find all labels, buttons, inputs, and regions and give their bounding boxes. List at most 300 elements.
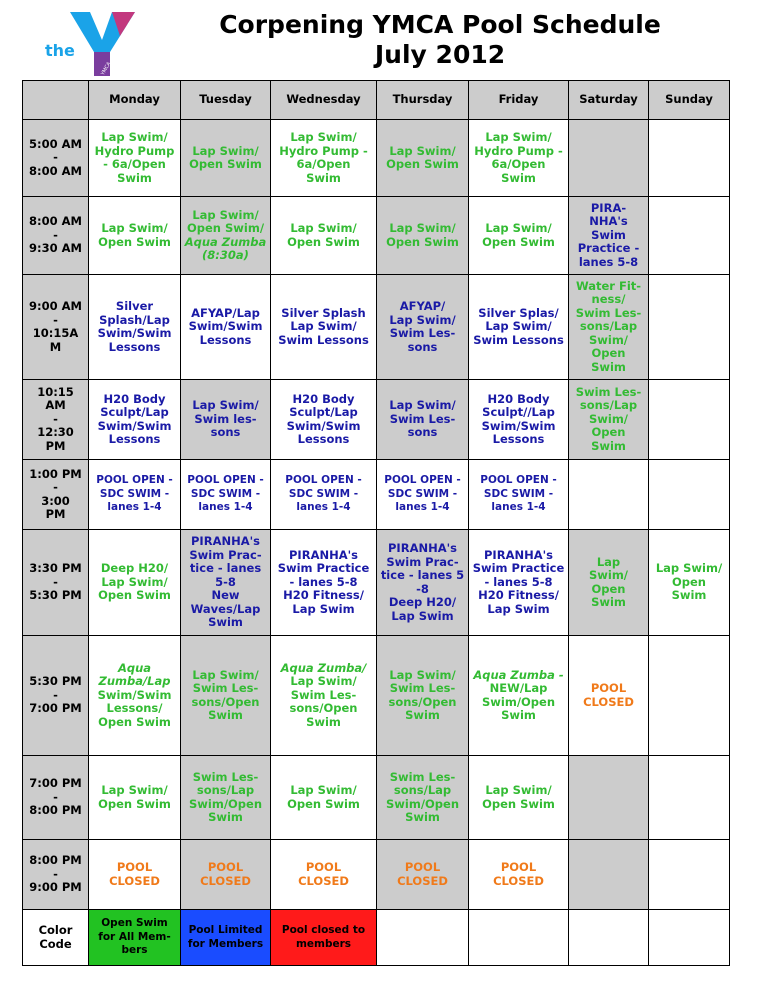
time-slot [23,636,89,756]
cell-line: sons/Open [388,694,457,709]
cell-line: Open Swim [287,796,360,811]
empty-cell [377,910,469,966]
cell-line: members [295,937,352,950]
empty-cell [649,910,730,966]
cell-line: AFYAP/ [399,299,446,313]
cell-line: Swim Les- [389,769,456,784]
schedule-cell [569,840,649,910]
cell-line: Lessons [199,332,252,347]
cell-line: 5:00 AM [29,136,82,151]
cell-line: POOL OPEN - [187,474,264,487]
cell-line: Swim Lessons [473,332,564,347]
schedule-cell [649,840,730,910]
table-row [23,636,730,756]
cell-line: POOL [500,860,537,874]
schedule-cell [569,460,649,530]
cell-line: PM [45,438,66,453]
schedule-cell [89,840,181,910]
cell-line: for All Mem- [98,930,171,943]
schedule-cell [649,275,730,380]
schedule-cell [181,636,271,756]
cell-line: Lap Swim/ [485,319,552,334]
cell-line: - lanes 5-8 [289,574,358,589]
time-slot [23,197,89,275]
cell-line: lanes 1-4 [491,501,546,514]
schedule-cell [181,380,271,460]
schedule-cell [271,275,377,380]
page-title [140,10,740,70]
cell-line: Swim [405,708,440,722]
cell-line: Color [38,923,73,937]
cell-line: 3:30 PM [29,561,82,576]
schedule-cell [271,380,377,460]
schedule-cell [181,840,271,910]
cell-line: Lap Swim/ [485,783,552,797]
schedule-cell [89,197,181,275]
schedule-cell [469,120,569,197]
cell-line: Swim Les- [192,769,259,784]
cell-line: POOL OPEN - [96,474,173,487]
cell-line: -8 [416,581,429,596]
cell-line: M [49,339,62,354]
table-row [23,756,730,840]
cell-line: SDC SWIM - [99,487,170,500]
cell-line: H20 Body [292,391,355,406]
cell-line: Swim [591,595,626,609]
cell-line: NEW/Lap [489,681,548,695]
cell-line: Silver Splash [281,305,366,320]
cell-line: 8:00 AM [29,214,82,229]
cell-line: Swim/Swim [286,418,361,433]
cell-line: NHA's [589,214,628,229]
schedule-cell [377,636,469,756]
schedule-cell [649,380,730,460]
schedule-cell [181,756,271,840]
header-corner [23,81,89,120]
day-header-tuesday: Tuesday [181,81,271,120]
cell-line: POOL OPEN - [285,474,362,487]
day-header-saturday: Saturday [569,81,649,120]
table-row [23,840,730,910]
cell-line: 7:00 PM [29,776,82,791]
cell-line: Lap Swim/ [290,783,357,797]
cell-line: 6a/Open [491,157,546,171]
day-header-monday: Monday [89,81,181,120]
cell-line: Lap Swim/ [192,143,259,158]
cell-line: H20 Body [487,391,550,406]
cell-line: CLOSED [200,873,251,888]
cell-line: Open Swim [482,234,555,249]
cell-line: lanes 1-4 [198,501,253,514]
cell-line: POOL OPEN - [384,474,461,487]
color-code-swatch [181,910,271,966]
schedule-cell [377,756,469,840]
schedule-cell [469,530,569,636]
cell-line: Aqua Zumba/ [280,660,367,675]
cell-line: Lap Swim/ [389,143,456,158]
cell-line: - [53,789,58,804]
schedule-cell [649,120,730,197]
title-line-2: July 2012 [374,40,506,69]
cell-line: Swim [306,714,341,729]
cell-line: PIRANHA's [191,534,260,549]
cell-line: 7:00 PM [29,701,82,716]
cell-line: Water Fit- [575,278,642,293]
cell-line: POOL [305,860,342,874]
schedule-cell [271,197,377,275]
cell-line: Swim Les- [575,305,642,320]
cell-line: Lap Swim/ [192,667,259,682]
cell-line: Deep H20/ [388,595,457,609]
schedule-cell [181,120,271,197]
schedule-cell [181,275,271,380]
cell-line: - [53,227,58,242]
cell-line: - [53,150,58,165]
cell-line: Lap Swim/ [389,398,456,413]
cell-line: Open Swim [98,234,171,249]
cell-line: Pool Limited [188,924,263,936]
day-header-thursday: Thursday [377,81,469,120]
cell-line: sons/Open [289,701,358,716]
schedule-cell [649,197,730,275]
cell-line: 10:15 [37,384,74,399]
cell-line: Swim Prac- [386,554,459,569]
schedule-cell [271,530,377,636]
cell-line: Open Swim [287,234,360,249]
cell-line: - [53,411,58,426]
cell-line: Lap Swim [487,601,550,616]
cell-line: sons [407,339,438,354]
cell-line: Zumba/Lap [98,674,171,689]
cell-line: Swim/Open [385,796,460,811]
cell-line: Swim/Swim [97,326,172,340]
cell-line: Swim/Swim [481,418,556,433]
cell-line: sons/Lap [579,319,638,334]
cell-line: AM [45,398,66,413]
cell-line: Practice - [577,241,640,256]
cell-line: New [211,588,240,603]
cell-line: Swim/ [588,568,629,582]
cell-line: Swim [671,588,707,603]
cell-line: 12:30 [37,425,74,440]
schedule-cell [271,120,377,197]
cell-line: Swim Practice [472,561,565,576]
cell-line: Swim/ [588,411,629,426]
schedule-cell [569,530,649,636]
cell-line: Swim [405,810,440,824]
cell-line: 1:00 PM [29,466,82,481]
schedule-cell [89,120,181,197]
cell-line: PIRANHA's [388,541,457,555]
cell-line: bers [121,944,148,957]
cell-line: CLOSED [298,873,349,888]
cell-line: 5:30 PM [29,674,82,689]
cell-line: 8:00 PM [29,803,82,818]
logo-ymca-text: YMCA [100,61,113,76]
cell-line: Aqua Zumba [184,234,267,249]
cell-line: Open Swim [98,714,171,729]
cell-line: Open Swim [101,917,168,930]
schedule-cell [89,460,181,530]
schedule-cell [181,460,271,530]
cell-line: Lap Swim/ [101,574,168,589]
schedule-cell [89,380,181,460]
schedule-cell [89,275,181,380]
cell-line: Open [672,574,706,589]
cell-line: - lanes 5-8 [484,574,553,589]
cell-line: Swim/Open [481,694,556,709]
schedule-cell [271,756,377,840]
schedule-cell [469,275,569,380]
cell-line: lanes 1-4 [395,501,450,514]
cell-line: Lap Swim/ [485,221,552,235]
schedule-cell [89,756,181,840]
cell-line: Sculpt/Lap [289,405,358,419]
cell-line: Silver [115,299,154,313]
cell-line: Deep H20/ [100,561,169,576]
cell-line: Lap [596,554,621,569]
time-slot [23,275,89,380]
schedule-cell [469,460,569,530]
cell-line: Swim [591,438,626,453]
cell-line: Lap Swim [391,608,454,623]
cell-line: Swim Les- [290,687,357,702]
cell-line: 8:00 AM [29,163,82,178]
cell-line: POOL [404,860,441,874]
cell-line: Lap Swim/ [389,312,456,327]
cell-line: Hydro Pump [94,143,175,158]
color-code-label [23,910,89,966]
cell-line: lanes 1-4 [107,501,162,514]
schedule-cell [377,275,469,380]
table-row [23,530,730,636]
table-row [23,197,730,275]
color-code-swatch [271,910,377,966]
cell-line: Silver Splas/ [478,305,559,320]
cell-line: Open Swim [189,157,262,171]
title-line-1: Corpening YMCA Pool Schedule [219,10,661,39]
cell-line: Hydro Pump - [279,143,368,158]
schedule-cell [469,756,569,840]
cell-line: Open Swim [98,588,171,603]
schedule-cell [569,275,649,380]
table-row [23,380,730,460]
schedule-cell [377,120,469,197]
cell-line: Swim [306,170,341,185]
cell-line: Swim [208,810,243,824]
cell-line: H20 Fitness/ [478,588,559,603]
schedule-cell [271,636,377,756]
cell-line: (8:30a) [202,248,249,262]
cell-line: Swim les- [194,411,257,426]
cell-line: SDC SWIM - [288,487,359,500]
cell-line: Aqua [117,660,152,675]
cell-line: Swim Les- [575,384,642,399]
color-code-swatch [89,910,181,966]
empty-cell [469,910,569,966]
cell-line: Lap Swim/ [192,398,259,413]
cell-line: PM [45,507,66,521]
cell-line: 9:00 AM [29,299,82,313]
cell-line: Lap Swim/ [290,674,357,689]
cell-line: Lap Swim/ [101,221,168,235]
cell-line: Swim Lessons [278,332,369,347]
cell-line: Lap Swim/ [290,221,357,235]
day-header-sunday: Sunday [649,81,730,120]
schedule-cell [377,380,469,460]
cell-line: PIRANHA's [289,547,358,562]
cell-line: H20 Body [103,391,166,406]
schedule-cell [469,380,569,460]
day-header-wednesday: Wednesday [271,81,377,120]
cell-line: CLOSED [397,873,448,888]
schedule-cell [569,380,649,460]
cell-line: Aqua Zumba - [473,667,564,682]
schedule-cell [377,460,469,530]
cell-line: Swim [591,359,626,374]
schedule-cell [377,530,469,636]
time-slot [23,120,89,197]
cell-line: 6a/Open [296,157,351,171]
cell-line: PIRA- [590,200,627,215]
time-slot [23,756,89,840]
cell-line: Swim/Swim [188,319,263,334]
schedule-cell [569,197,649,275]
cell-line: - [53,312,58,327]
cell-line: - [53,480,58,494]
cell-line: Splash/Lap [99,312,170,327]
cell-line: ness/ [591,292,626,307]
color-code-row [23,910,730,966]
cell-line: Swim Practice [277,561,370,576]
cell-line: Lap Swim/ [192,207,259,222]
cell-line: tice - lanes [189,561,262,576]
cell-line: H20 Fitness/ [283,588,364,603]
schedule-cell [649,530,730,636]
cell-line: tice - lanes 5 [380,568,465,582]
cell-line: Swim [117,170,152,185]
schedule-cell [569,636,649,756]
schedule-cell [469,197,569,275]
cell-line: Swim Les- [192,681,259,695]
cell-line: Open Swim [482,796,555,811]
cell-line: SDC SWIM - [483,487,554,500]
table-row [23,460,730,530]
cell-line: AFYAP/Lap [191,305,260,320]
cell-line: POOL OPEN - [480,474,557,487]
cell-line: Lap Swim/ [290,319,357,334]
cell-line: CLOSED [493,873,544,888]
cell-line: Swim/Swim [97,687,172,702]
cell-line: sons [407,425,438,440]
time-slot [23,530,89,636]
schedule-cell [377,840,469,910]
cell-line: Code [39,936,72,951]
cell-line: Pool closed to [281,924,366,936]
schedule-cell [271,460,377,530]
cell-line: Sculpt//Lap [482,405,555,419]
schedule-cell [271,840,377,910]
schedule-cell [469,840,569,910]
cell-line: Swim/Swim [97,418,172,433]
cell-line: Lap Swim [292,601,355,616]
time-slot [23,460,89,530]
cell-line: sons/Lap [393,783,452,797]
cell-line: SDC SWIM - [190,487,261,500]
cell-line: Swim [501,170,536,185]
cell-line: Swim [591,227,626,242]
cell-line: Open [591,581,626,596]
cell-line: 9:30 AM [29,241,82,256]
cell-line: Sculpt/Lap [100,405,169,419]
cell-line: Lap Swim/ [290,130,357,144]
cell-line: Open [591,425,626,440]
cell-line: - [53,574,58,589]
logo-the-text: the [45,41,75,60]
cell-line: Swim [501,708,536,722]
header-row [23,81,730,120]
cell-line: Swim [208,708,243,722]
pool-schedule-table [22,80,730,966]
schedule-cell [469,636,569,756]
cell-line: Lessons [492,432,545,446]
cell-line: 3:00 [41,493,70,508]
cell-line: 9:00 PM [29,880,82,895]
cell-line: Open [591,346,626,361]
cell-line: Lap Swim/ [389,221,456,235]
cell-line: Lessons/ [106,701,163,716]
cell-line: CLOSED [109,873,160,888]
table-row [23,275,730,380]
cell-line: 10:15A [32,326,79,340]
cell-line: Open Swim [386,234,459,249]
schedule-cell [89,530,181,636]
time-slot [23,840,89,910]
cell-line: CLOSED [583,694,634,709]
cell-line: Waves/Lap [190,601,261,616]
cell-line: Lap Swim/ [389,667,456,682]
schedule-cell [181,530,271,636]
cell-line: Lap Swim/ [101,130,168,144]
cell-line: Lap Swim/ [485,130,552,144]
cell-line: Swim Les- [389,681,456,695]
cell-line: Swim Prac- [189,547,262,562]
cell-line: - [53,687,58,702]
cell-line: Lessons [108,339,161,354]
cell-line: sons [210,425,241,440]
cell-line: POOL [207,860,244,874]
schedule-cell [569,120,649,197]
schedule-cell [649,636,730,756]
cell-line: Lessons [108,432,161,446]
cell-line: for Members [187,937,264,950]
cell-line: 5-8 [215,574,236,589]
schedule-cell [89,636,181,756]
schedule-cell [569,756,649,840]
day-header-friday: Friday [469,81,569,120]
cell-line: Swim/Open [188,796,263,811]
cell-line: SDC SWIM - [387,487,458,500]
cell-line: lanes 1-4 [296,501,351,514]
table-row [23,120,730,197]
schedule-cell [649,756,730,840]
cell-line: lanes 5-8 [578,254,639,269]
cell-line: - 6a/Open [103,157,166,171]
cell-line: Swim Les- [389,411,456,426]
cell-line: Lap Swim/ [655,561,723,576]
cell-line: Open Swim [386,157,459,171]
schedule-cell [649,460,730,530]
